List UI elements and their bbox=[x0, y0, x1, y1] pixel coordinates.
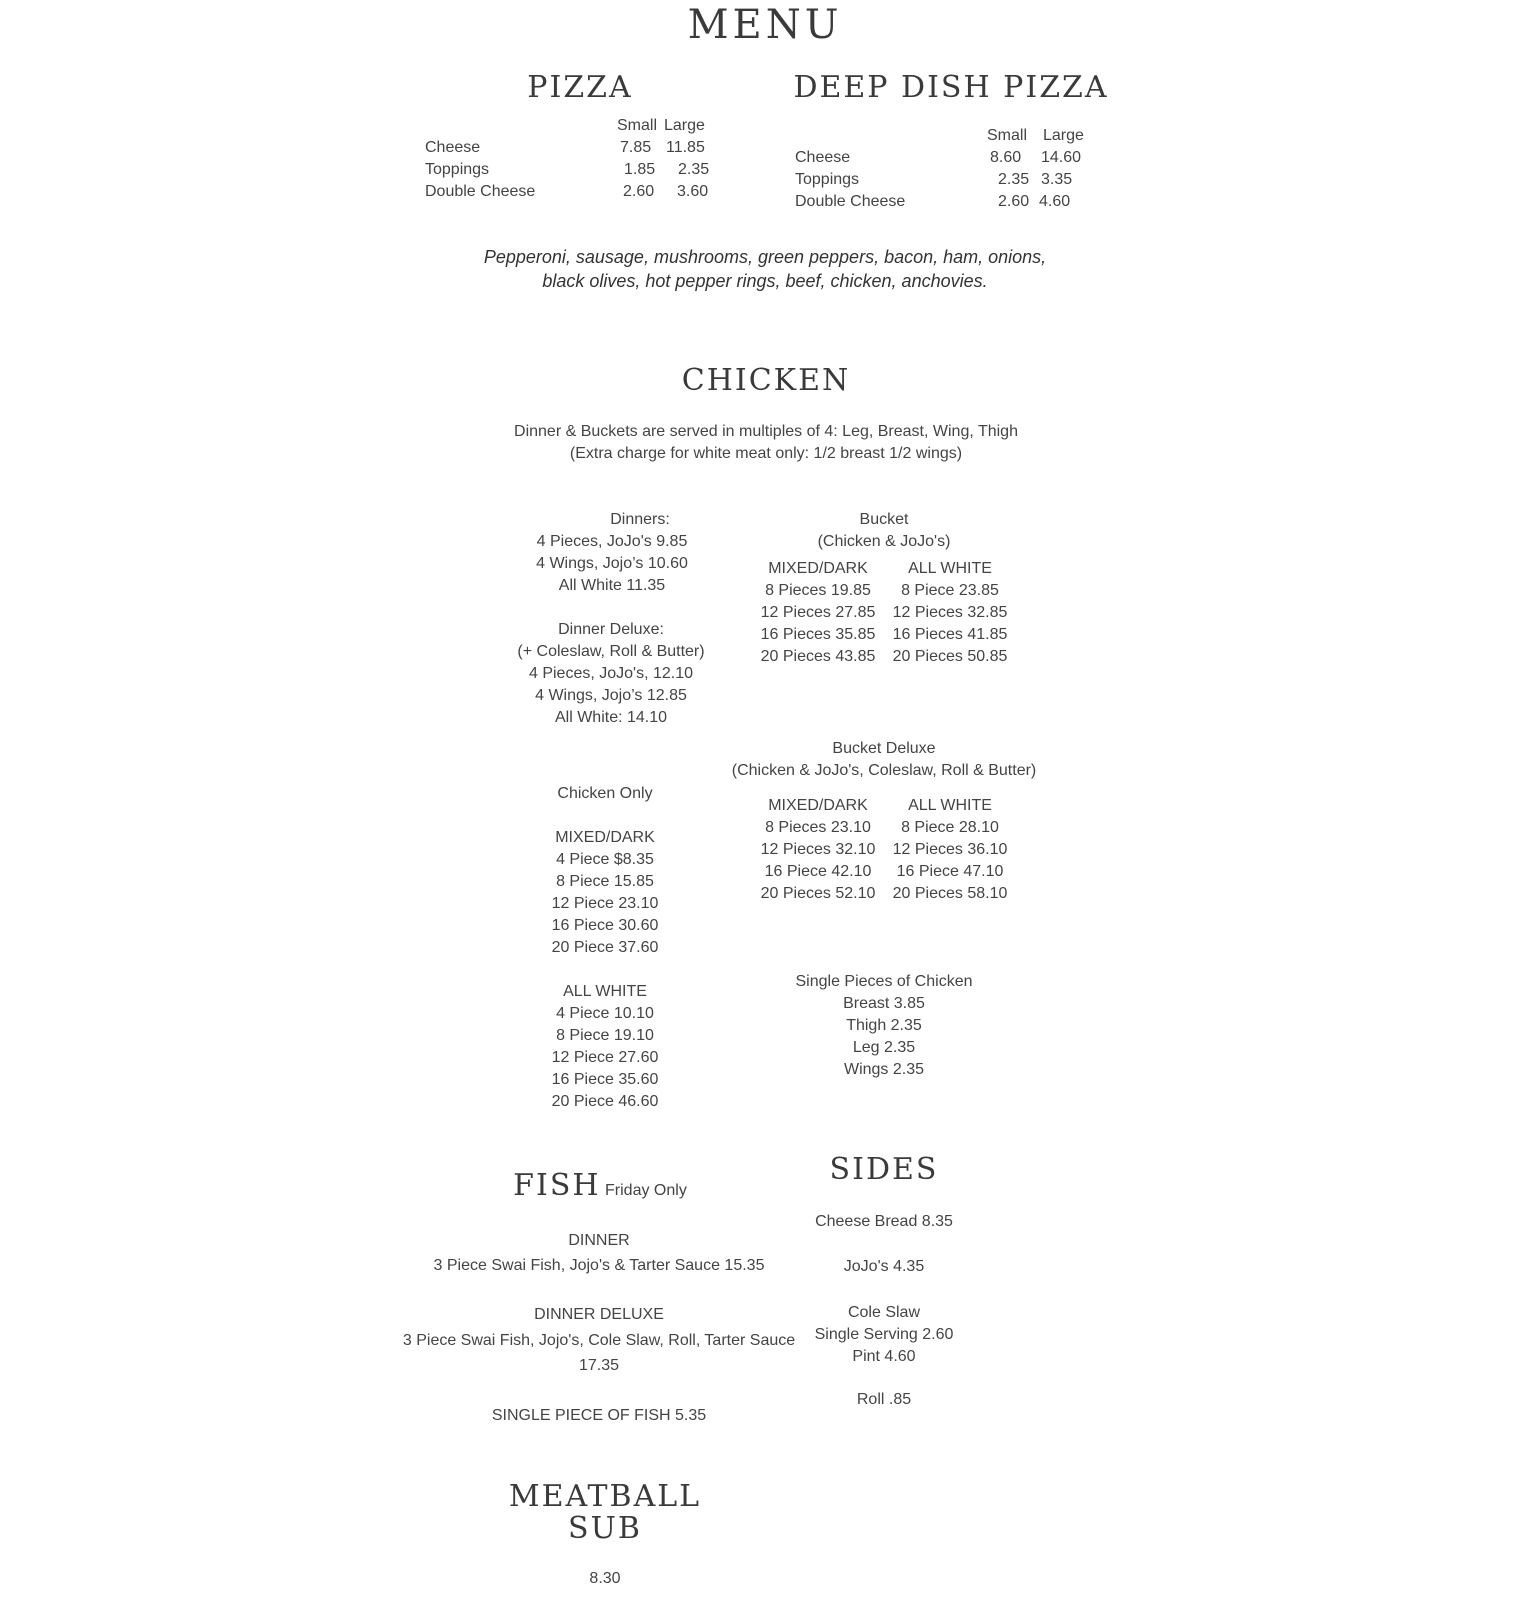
fish-heading-row bbox=[513, 1168, 687, 1203]
bucket-white-item: 12 Pieces 32.85 bbox=[892, 604, 1008, 621]
chicken-only-white-label: ALL WHITE bbox=[563, 983, 647, 1000]
bucket-deluxe-white-item: 16 Piece 47.10 bbox=[896, 863, 1004, 880]
dinner-deluxe-title: Dinner Deluxe: bbox=[558, 621, 664, 638]
deep-dish-row-small: 8.60 bbox=[990, 149, 1022, 166]
meatball-heading-line-1: MEATBALL bbox=[508, 1479, 702, 1514]
sides-heading: SIDES bbox=[829, 1152, 939, 1187]
deep-dish-row-name: Double Cheese bbox=[795, 193, 906, 210]
spacer bbox=[505, 805, 705, 827]
single-pieces-title: Single Pieces of Chicken bbox=[795, 973, 973, 990]
bucket-deluxe-white-column bbox=[870, 795, 1030, 905]
chicken-note-1: Dinner & Buckets are served in multiples of 4: Leg, Breast, Wing, Thigh bbox=[514, 423, 1018, 440]
pizza-row-small: 7.85 bbox=[620, 139, 652, 156]
pizza-row-large: 11.85 bbox=[666, 139, 705, 156]
bucket-col-white: ALL WHITE bbox=[908, 560, 992, 577]
meatball-heading-line-2: SUB bbox=[568, 1511, 642, 1546]
toppings-line-2: black olives, hot pepper rings, beef, chicken, anchovies. bbox=[542, 271, 988, 291]
bucket-deluxe-header bbox=[732, 738, 1037, 782]
bucket-white-item: 16 Pieces 41.85 bbox=[892, 626, 1008, 643]
bucket-deluxe-mixed-item: 8 Pieces 23.10 bbox=[765, 819, 871, 836]
chicken-only-mixed-label: MIXED/DARK bbox=[555, 829, 655, 846]
menu-title: MENU bbox=[687, 2, 843, 48]
dinner-deluxe-item: (+ Coleslaw, Roll & Butter) bbox=[517, 643, 705, 660]
chicken-heading: CHICKEN bbox=[681, 363, 851, 398]
bucket-mixed-item: 20 Pieces 43.85 bbox=[760, 648, 876, 665]
side-cheese-bread: Cheese Bread 8.35 bbox=[815, 1213, 953, 1230]
pizza-row-large: 2.35 bbox=[678, 161, 710, 178]
bucket-deluxe-white-item: 20 Pieces 58.10 bbox=[892, 885, 1008, 902]
bucket-col-mixed: MIXED/DARK bbox=[768, 560, 868, 577]
fish-dinner-label: DINNER bbox=[568, 1232, 630, 1249]
bucket-title: Bucket bbox=[859, 511, 909, 528]
chicken-only-mixed-item: 20 Piece 37.60 bbox=[551, 939, 659, 956]
fish-deluxe-label: DINNER DELUXE bbox=[534, 1306, 664, 1323]
chicken-note-2: (Extra charge for white meat only: 1/2 breast 1/2 wings) bbox=[569, 445, 963, 462]
dinners-title: Dinners: bbox=[610, 511, 670, 528]
bucket-deluxe-mixed-item: 16 Piece 42.10 bbox=[764, 863, 872, 880]
fish-deluxe-price: 17.35 bbox=[578, 1357, 620, 1374]
side-cole-slaw bbox=[815, 1302, 954, 1368]
pizza-row-small: 2.60 bbox=[623, 183, 655, 200]
bucket-deluxe-col-white: ALL WHITE bbox=[908, 797, 992, 814]
side-jojos: JoJo's 4.35 bbox=[843, 1258, 925, 1275]
bucket-mixed-item: 16 Pieces 35.85 bbox=[760, 626, 876, 643]
bucket-mixed-item: 12 Pieces 27.85 bbox=[760, 604, 876, 621]
side-cole-slaw-single: Single Serving 2.60 bbox=[814, 1326, 954, 1343]
chicken-only-mixed-item: 4 Piece $8.35 bbox=[556, 851, 654, 868]
bucket-white-column bbox=[870, 558, 1030, 668]
pizza-row-name: Cheese bbox=[425, 139, 481, 156]
meatball-heading bbox=[509, 1481, 701, 1545]
dinners-block bbox=[512, 509, 712, 597]
bucket-deluxe-mixed-item: 12 Pieces 32.10 bbox=[760, 841, 876, 858]
dinner-deluxe-item: 4 Wings, Jojo’s 12.85 bbox=[535, 687, 687, 704]
bucket-header bbox=[818, 509, 951, 553]
pizza-row-large: 3.60 bbox=[677, 183, 709, 200]
side-roll: Roll .85 bbox=[856, 1391, 912, 1408]
deep-dish-row-large: 3.35 bbox=[1041, 171, 1073, 188]
chicken-notes bbox=[514, 421, 1018, 465]
chicken-only-white-item: 16 Piece 35.60 bbox=[551, 1071, 659, 1088]
pizza-heading: PIZZA bbox=[527, 70, 633, 105]
chicken-only-mixed-item: 12 Piece 23.10 bbox=[551, 895, 659, 912]
deep-dish-heading: DEEP DISH PIZZA bbox=[793, 70, 1109, 105]
pizza-row-small: 1.85 bbox=[624, 161, 656, 178]
deep-dish-row-large: 14.60 bbox=[1041, 149, 1082, 166]
pizza-col-large: Large bbox=[664, 117, 705, 134]
deep-dish-row-large: 4.60 bbox=[1039, 193, 1071, 210]
chicken-only-block bbox=[505, 783, 705, 1113]
bucket-deluxe-mixed-item: 20 Pieces 52.10 bbox=[760, 885, 876, 902]
bucket-mixed-item: 8 Pieces 19.85 bbox=[765, 582, 871, 599]
single-piece-item: Thigh 2.35 bbox=[846, 1017, 922, 1034]
bucket-deluxe-col-mixed: MIXED/DARK bbox=[768, 797, 868, 814]
deep-dish-row-name: Toppings bbox=[795, 171, 860, 188]
chicken-only-white-item: 8 Piece 19.10 bbox=[556, 1027, 654, 1044]
fish-heading: FISH bbox=[513, 1168, 601, 1203]
chicken-only-white-item: 20 Piece 46.60 bbox=[551, 1093, 659, 1110]
dinner-deluxe-block bbox=[511, 619, 711, 729]
single-piece-item: Wings 2.35 bbox=[843, 1061, 925, 1078]
dinners-item: 4 Pieces, JoJo's 9.85 bbox=[536, 533, 688, 550]
deep-dish-row-small: 2.35 bbox=[998, 171, 1030, 188]
side-cole-slaw-title: Cole Slaw bbox=[847, 1304, 921, 1321]
chicken-only-white-item: 12 Piece 27.60 bbox=[551, 1049, 659, 1066]
chicken-only-mixed-item: 8 Piece 15.85 bbox=[556, 873, 654, 890]
deep-dish-col-small: Small bbox=[987, 127, 1028, 144]
bucket-white-item: 8 Piece 23.85 bbox=[901, 582, 999, 599]
dinners-item: All White 11.35 bbox=[558, 577, 666, 594]
fish-dinner-desc: 3 Piece Swai Fish, Jojo's & Tarter Sauce 15.35 bbox=[433, 1257, 765, 1274]
dinners-item: 4 Wings, Jojo’s 10.60 bbox=[536, 555, 688, 572]
fish-subheading: Friday Only bbox=[605, 1182, 687, 1199]
meatball-price: 8.30 bbox=[589, 1570, 621, 1587]
dinner-deluxe-item: 4 Pieces, JoJo's, 12.10 bbox=[528, 665, 694, 682]
pizza-col-small: Small bbox=[617, 117, 658, 134]
single-pieces-block bbox=[764, 971, 1004, 1081]
deep-dish-row-small: 2.60 bbox=[998, 193, 1030, 210]
deep-dish-col-large: Large bbox=[1043, 127, 1084, 144]
deep-dish-row-name: Cheese bbox=[795, 149, 851, 166]
dinner-deluxe-item: All White: 14.10 bbox=[554, 709, 668, 726]
bucket-deluxe-title: Bucket Deluxe bbox=[832, 740, 936, 757]
bucket-deluxe-white-item: 12 Pieces 36.10 bbox=[892, 841, 1008, 858]
chicken-only-white-item: 4 Piece 10.10 bbox=[556, 1005, 654, 1022]
single-piece-item: Leg 2.35 bbox=[852, 1039, 916, 1056]
side-cole-slaw-pint: Pint 4.60 bbox=[852, 1348, 916, 1365]
fish-single: SINGLE PIECE OF FISH 5.35 bbox=[491, 1407, 707, 1424]
toppings-line-1: Pepperoni, sausage, mushrooms, green peppers, bacon, ham, onions, bbox=[483, 247, 1047, 267]
pizza-row-name: Double Cheese bbox=[425, 183, 536, 200]
spacer bbox=[505, 959, 705, 981]
bucket-deluxe-subtitle: (Chicken & JoJo's, Coleslaw, Roll & Butter) bbox=[731, 762, 1037, 779]
bucket-white-item: 20 Pieces 50.85 bbox=[892, 648, 1008, 665]
chicken-only-title: Chicken Only bbox=[557, 785, 653, 802]
bucket-deluxe-white-item: 8 Piece 28.10 bbox=[901, 819, 999, 836]
pizza-row-name: Toppings bbox=[425, 161, 490, 178]
single-piece-item: Breast 3.85 bbox=[843, 995, 925, 1012]
chicken-only-mixed-item: 16 Piece 30.60 bbox=[551, 917, 659, 934]
toppings-list bbox=[484, 245, 1046, 293]
fish-deluxe-desc: 3 Piece Swai Fish, Jojo's, Cole Slaw, Roll, Tarter Sauce bbox=[402, 1332, 796, 1349]
bucket-subtitle: (Chicken & JoJo's) bbox=[817, 533, 951, 550]
